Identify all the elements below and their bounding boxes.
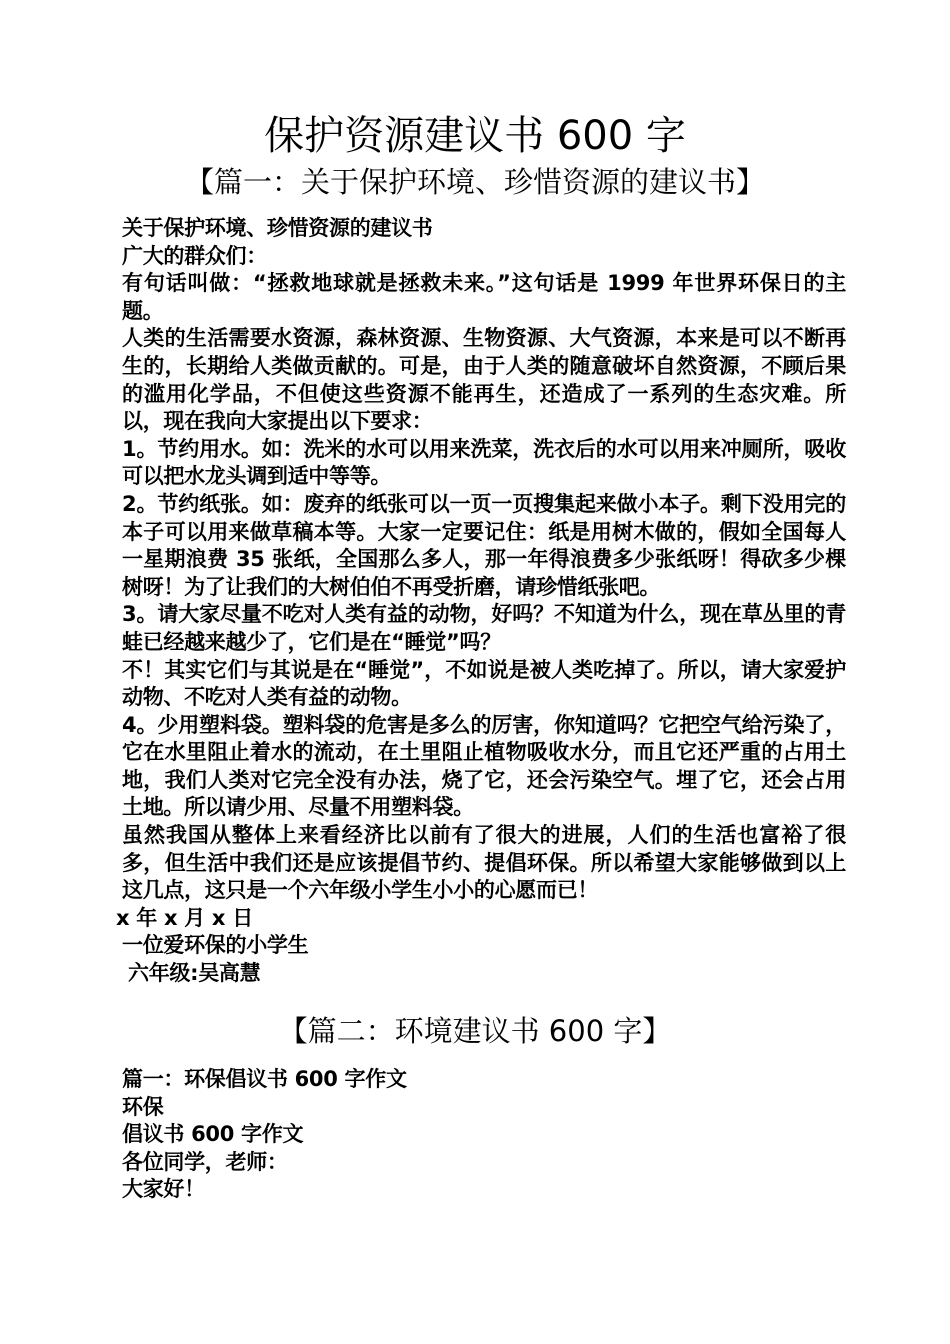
salutation: 各位同学，老师： [122, 1149, 288, 1174]
paragraph: 人类的生活需要水资源，森林资源、生物资源、大气资源，本来是可以不断再生的，长期给人类做贡献的。可是，由于人类的随意破坏自然资源，不顾后果的滥用化学品，不但使这些资源不能再生，还造成了一系列的生态灾难。所以，现在我向大家提出以下要求： [122, 326, 846, 434]
salutation: 广大的群众们： [122, 243, 267, 268]
paragraph: 不！其实它们与其说是在“睡觉”，不如说是被人类吃掉了。所以，请大家爱护动物、不吃对人类有益的动物。 [122, 657, 846, 710]
page-title: 保护资源建议书 600 字 [264, 113, 686, 159]
paragraph: 4。少用塑料袋。塑料袋的危害是多么的厉害，你知道吗？它把空气给污染了，它在水里阻止着水的流动，在土里阻止植物吸收水分，而且它还严重的占用土地，我们人类对它完全没有办法，烧了它，还会污染空气。埋了它，还会占用土地。所以请少用、尽量不用塑料袋。 [122, 712, 846, 820]
paragraph: 环保 [122, 1094, 164, 1119]
section-heading-1: 【篇一：关于保护环境、珍惜资源的建议书】 [184, 165, 765, 199]
paragraph: 2。节约纸张。如：废弃的纸张可以一页一页搜集起来做小本子。剩下没用完的本子可以用来做草稿本等。大家一定要记住：纸是用树木做的，假如全国每人一星期浪费 35 张纸，全国那么多人，那一年得浪费多少张纸呀！得砍多少棵树呀！为了让我们的大树伯伯不再受折磨，请珍惜纸张吧。 [122, 491, 846, 599]
section-heading-2: 【篇二：环境建议书 600 字】 [278, 1014, 672, 1048]
date-line: x 年 x 月 x 日 [116, 905, 253, 930]
section-body-2 [116, 1066, 846, 1204]
paragraph: 虽然我国从整体上来看经济比以前有了很大的进展，人们的生活也富裕了很多，但生活中我们还是应该提倡节约、提倡环保。所以希望大家能够做到以上这几点，这只是一个六年级小学生小小的心愿而已！ [122, 823, 846, 903]
signature-line: 一位爱环保的小学生 [122, 933, 309, 958]
greeting: 大家好！ [122, 1177, 205, 1202]
section-body-1 [116, 215, 846, 988]
subheading: 篇一：环保倡议书 600 字作文 [122, 1067, 407, 1091]
letter-title: 关于保护环境、珍惜资源的建议书 [122, 216, 433, 240]
paragraph: 有句话叫做：“拯救地球就是拯救未来。”这句话是 1999 年世界环保日的主题。 [122, 271, 846, 323]
paragraph: 1。节约用水。如：洗米的水可以用来洗菜，洗衣后的水可以用来冲厕所，吸收可以把水龙头调到适中等等。 [122, 436, 846, 489]
paragraph: 倡议书 600 字作文 [122, 1122, 304, 1147]
author-line: 六年级:吴高慧 [128, 961, 261, 986]
paragraph: 3。请大家尽量不吃对人类有益的动物，好吗？不知道为什么，现在草丛里的青蛙已经越来越少了，它们是在“睡觉”吗？ [122, 602, 846, 654]
